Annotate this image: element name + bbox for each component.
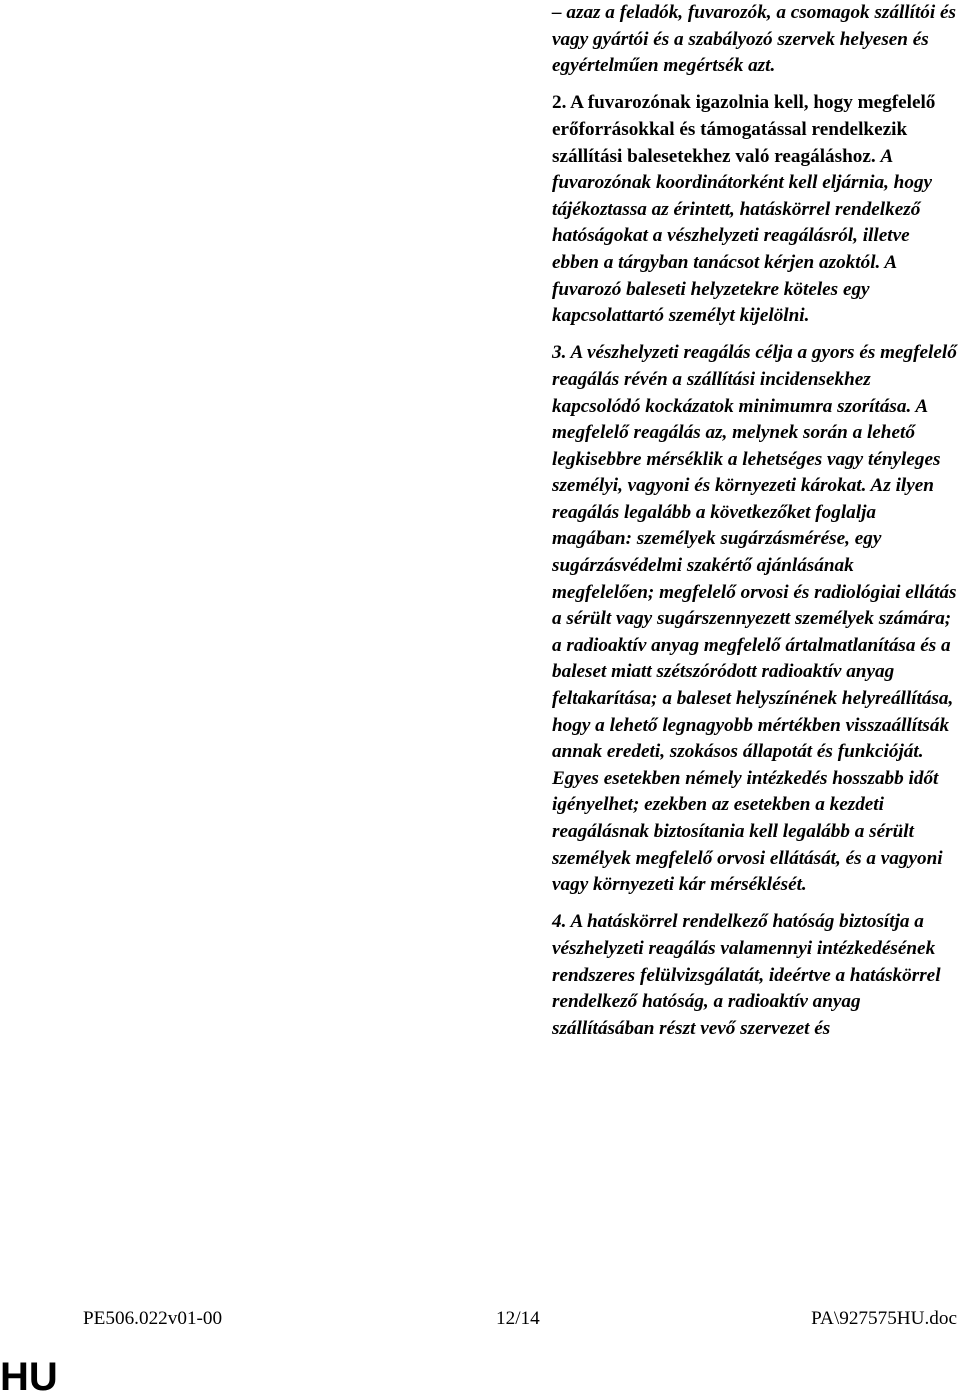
- paragraph-text: 2. A fuvarozónak igazolnia kell, hogy megfelelő erőforrásokkal és támogatással rendelkezik szállítási balesetekhez való reagáláshoz.: [552, 92, 936, 167]
- paragraph-2: [552, 90, 957, 329]
- paragraph-4: [552, 909, 957, 1042]
- paragraph-text: 3. A vészhelyzeti reagálás célja a gyors és megfelelő reagálás révén a szállítási incidensekhez kapcsolódó kockázatok minimumra szorítása.: [552, 342, 957, 417]
- paragraph-text: 4. A hatáskörrel rendelkező hatóság biztosítja a vészhelyzeti reagálás valamennyi intézkedésének rendszeres felülvizsgálatát, ideértve a hatáskörrel rendelkező hatóság, a radioaktív anyag szállításában részt vevő szervezet és: [552, 911, 941, 1039]
- page-number: 12/14: [496, 1308, 540, 1329]
- language-code: HU: [0, 1355, 58, 1399]
- paragraph-text: Az ilyen reagálás legalább a következőket foglalja magában: személyek sugárzásmérése, egy sugárzásvédelmi szakértő ajánlásának megfelelően; megfelelő orvosi és radiológiai ellátás a sérült vagy sugárszennyezett személyek számára; a radioaktív anyag megfelelő ártalmatlanítása és a baleset miatt szétszóródott radioaktív anyag feltakarítása; a baleset helyszínének helyreállítása, hogy a lehető legnagyobb mértékben visszaállítsák annak eredeti, szokásos állapotát és funkcióját.: [552, 475, 957, 763]
- paragraph-text: A fuvarozónak koordinátorként kell eljárnia, hogy tájékoztassa az érintett, hatáskörrel rendelkező hatóságokat a vészhelyzeti reagálásról, illetve ebben a tárgyban tanácsot kérjen azoktól.: [552, 145, 933, 273]
- doc-reference: PE506.022v01-00: [83, 1308, 223, 1329]
- paragraph-text: A megfelelő reagálás az, melynek során a lehető legkisebbre mérséklik a lehetséges vagy tényleges személyi, vagyoni és környezeti károkat.: [552, 395, 941, 497]
- paragraph-text: A fuvarozó baleseti helyzetekre köteles egy kapcsolattartó személyt kijelölni.: [552, 251, 897, 327]
- paragraph-3: [552, 340, 957, 898]
- paragraph-text: – azaz a feladók, fuvarozók, a csomagok szállítói és vagy gyártói és a szabályozó szervek helyesen és egyértelműen megértsék azt.: [552, 2, 957, 77]
- document-body: [552, 0, 957, 1053]
- paragraph-dash-intro: [552, 0, 957, 80]
- paragraph-text: Egyes esetekben némely intézkedés hosszabb időt igényelhet; ezekben az esetekben a kezdeti reagálásnak biztosítania kell legalább a sérült személyek megfelelő orvosi ellátását, és a vagyoni vagy környezeti kár mérséklését.: [552, 767, 943, 896]
- file-reference: PA\927575HU.doc: [811, 1308, 957, 1329]
